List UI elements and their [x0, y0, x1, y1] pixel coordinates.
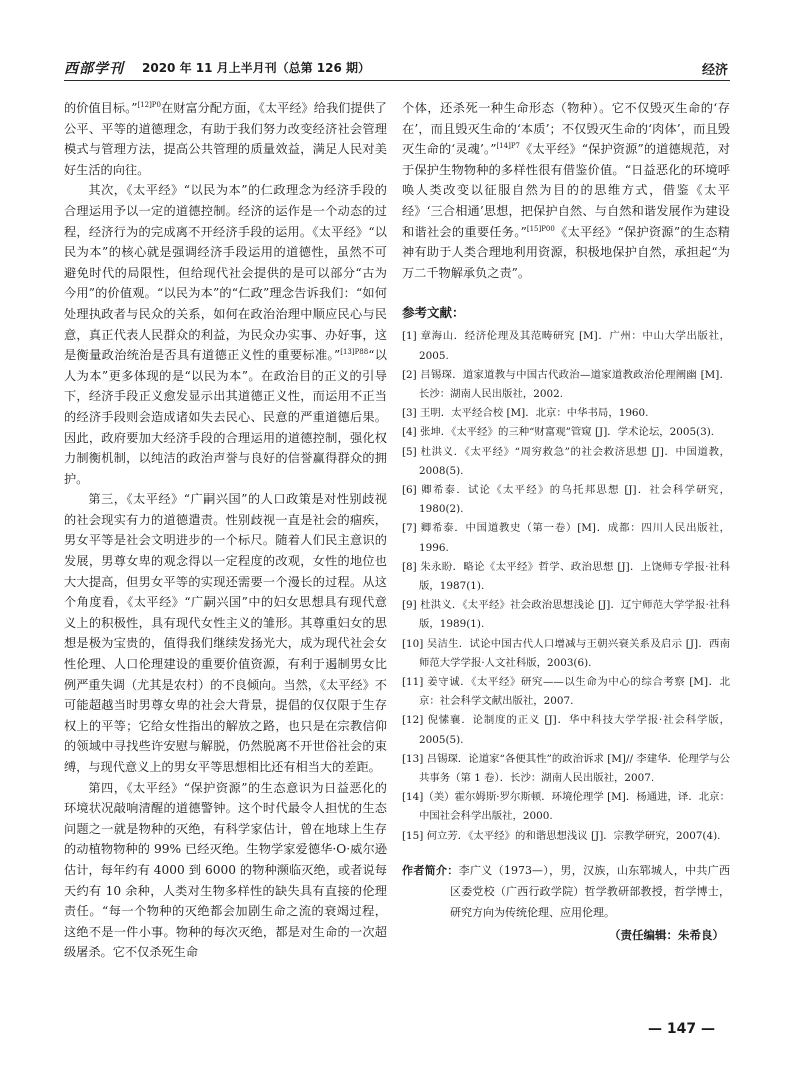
paragraph: 的价值目标。”$^{[12]P0}$在财富分配方面，《太平经》给我们提供了公平、平等的道德理念，有助于我们努力改变经济社会管理模式与管理方法，提高公共管理的质量效益，满足人民对美好生活的向往。: [64, 100, 387, 177]
citation: [12]P0: [137, 100, 161, 109]
journal-name: 西部学刊: [64, 61, 124, 77]
paragraph: 其次，《太平经》“以民为本”的仁政理念为经济手段的合理运用予以一定的道德控制。经济的运作是一个动态的过程，经济行为的完成离不开经济手段的运用。《太平经》“以民为本”的核心就是强调经济手段运用的道德性，虽然不可避免时代的局限性，但给现代社会提供的是可以部分“古为今用”的价值观。“以民为本”的“仁政”理念告诉我们：“如何处理执政者与民众的关系，如何在政治治理中顺应民心与民意，真正代表人民群众的利益，为民众办实事、办好事，这是衡量政治统治是否具有道德正义性的重要标准。”$^{[13]P88}$“以人为本”更多体现的是“以民为本”。在政治目的正义的引导下，经济手段正义愈发显示出其道德正义性，而运用不正当的经济手段则会造成诸如失去民心、民意的严重道德后果。因此，政府要加大经济手段的合理运用的道德控制，强化权力制衡机制，以纯洁的政治声誉与良好的信誉赢得群众的拥护。: [64, 183, 387, 486]
author-label: 作者简介：: [402, 863, 459, 877]
references-title: 参考文献：: [402, 305, 465, 321]
citation: [15]P00: [526, 224, 555, 233]
page-header: [64, 54, 730, 81]
reference-item: [13] 吕锡琛．论道家“各便其性”的政治诉求 [M]// 李建华．伦理学与公共事务（第 1 卷）．长沙：湖南人民出版社，2007.: [402, 752, 730, 785]
right-column: [402, 98, 730, 943]
left-column: [64, 98, 387, 963]
section-label: 经济: [701, 63, 728, 78]
paragraph: 个体，还杀死一种生命形态（物种）。它不仅毁灭生命的‘存在’，而且毁灭生命的‘本质’；不仅毁灭生命的‘肉体’，而且毁灭生命的‘灵魂’。”$^{[14]P7}$《太平经》“保护资源”的道德规范，对于保护生物物种的多样性很有借鉴价值。“日益恶化的环境呼唤人类改变以征服自然为目的的思维方式，借鉴《太平经》‘三合相通’思想，把保护自然、与自然和谐发展作为建设和谐社会的重要任务。”$^{[15]P00}$《太平经》“保护资源”的生态精神有助于人类合理地利用资源，积极地保护自然，承担起“为万二千物解承负之责”。: [402, 101, 730, 280]
author-text: 李广义（1973—），男，汉族，山东郓城人，中共广西区委党校（广西行政学院）哲学教研部教授，哲学博士，研究方向为传统伦理、应用伦理。: [450, 863, 730, 919]
paragraph: 第三，《太平经》“广嗣兴国”的人口政策是对性别歧视的社会现实有力的道德遣责。性别歧视一直是社会的痼疾，男女平等是社会文明进步的一个标尺。随着人们民主意识的发展，男尊女卑的观念得以一定程度的改观，女性的地位也大大提高，但男女平等的实现还需要一个漫长的过程。从这个角度看，《太平经》“广嗣兴国”中的妇女思想具有现代意义上的积极性，具有现代女性主义的雏形。其尊重妇女的思想是极为宝贵的，值得我们继续发扬光大，成为现代社会女性伦理、人口伦理建设的重要价值资源，有利于遏制男女比例严重失调（尤其是农村）的不良倾向。当然，《太平经》不可能超越当时男尊女卑的社会大背景，提倡的仅仅限于生存权上的平等；它给女性指出的解放之路，也只是在宗教信仰的领域中寻找些许安慰与解脱，仍然脱离不开世俗社会的束缚，与现代意义上的男女平等思想相比还有相当大的差距。: [64, 492, 387, 774]
citation: [14]P7: [496, 142, 520, 151]
reference-item: [5] 杜洪义．《太平经》“周穷救急”的社会救济思想 [J]．中国道教，2008(5).: [402, 445, 730, 477]
reference-item: [2] 吕锡琛．道家道教与中国古代政治—道家道教政治伦理阐幽 [M]．长沙：湖南人民出版社，2002.: [402, 368, 730, 400]
reference-item: [4] 张坤．《太平经》的三种“财富观”管窥 [J]．学术论坛，2005(3).: [402, 426, 715, 439]
reference-list: [402, 327, 730, 845]
reference-item: [10] 吴洁生．试论中国古代人口增减与王朝兴衰关系及启示 [J]．西南师范大学学报·人文社科版，2003(6).: [402, 637, 730, 669]
reference-item: [15] 何立芳．《太平经》的和谐思想浅议 [J]．宗教学研究，2007(4).: [402, 829, 721, 842]
reference-item: [1] 章海山．经济伦理及其范畴研究 [M]．广州：中山大学出版社，2005.: [402, 330, 730, 362]
issue-info: 2020 年 11 月上半月刊（总第 126 期）: [142, 61, 371, 75]
page-number: — 147 —: [648, 1021, 715, 1037]
reference-item: [11] 姜守诚．《太平经》研究——以生命为中心的综合考察 [M]．北京：社会科学文献出版社，2007.: [402, 676, 730, 708]
author-bio: [402, 860, 730, 923]
reference-item: [3] 王明．太平经合校 [M]．北京：中华书局，1960.: [402, 407, 649, 420]
reference-item: [9] 杜洪义．《太平经》社会政治思想浅论 [J]．辽宁师范大学学报·社科版，1989(1).: [402, 599, 730, 631]
reference-item: [12] 倪愫襄．论制度的正义 [J]．华中科技大学学报·社会科学版，2005(5).: [402, 714, 730, 746]
paragraph: 第四，《太平经》“保护资源”的生态意识为日益恶化的环境状况敲响清醒的道德警钟。这个时代最令人担忧的生态问题之一就是物种的灭绝，有科学家估计，曾在地球上生存的动植物物种的 99% 已经灭绝。生物学家爱德华·O·威尔逊估计，每年约有 4000 到 6000 的物种濒临灭绝，或者说每天约有 10 余种，人类对生物多样性的缺失具有直接的伦理责任。“每一个物种的灭绝都会加剧生命之流的衰竭过程，这绝不是一件小事。物种的每次灭绝，都是对生命的一次超级屠杀。它不仅杀死生命: [64, 780, 387, 960]
responsible-editor: （责任编辑：朱希良）: [609, 927, 724, 942]
reference-item: [6] 卿希泰．试论《太平经》的乌托邦思想 [J]．社会科学研究，1980(2).: [402, 483, 730, 516]
reference-item: [14]（美）霍尔姆斯·罗尔斯顿．环境伦理学 [M]．杨通进，译．北京：中国社会科学出版社，2000.: [402, 791, 730, 823]
reference-item: [8] 朱永盼．略论《太平经》哲学、政治思想 [J]．上饶师专学报·社科版，1987(1).: [402, 560, 730, 592]
reference-item: [7] 卿希泰．中国道教史（第一卷）[M]．成都：四川人民出版社，1996.: [402, 522, 730, 554]
citation: [13]P88: [340, 348, 369, 357]
